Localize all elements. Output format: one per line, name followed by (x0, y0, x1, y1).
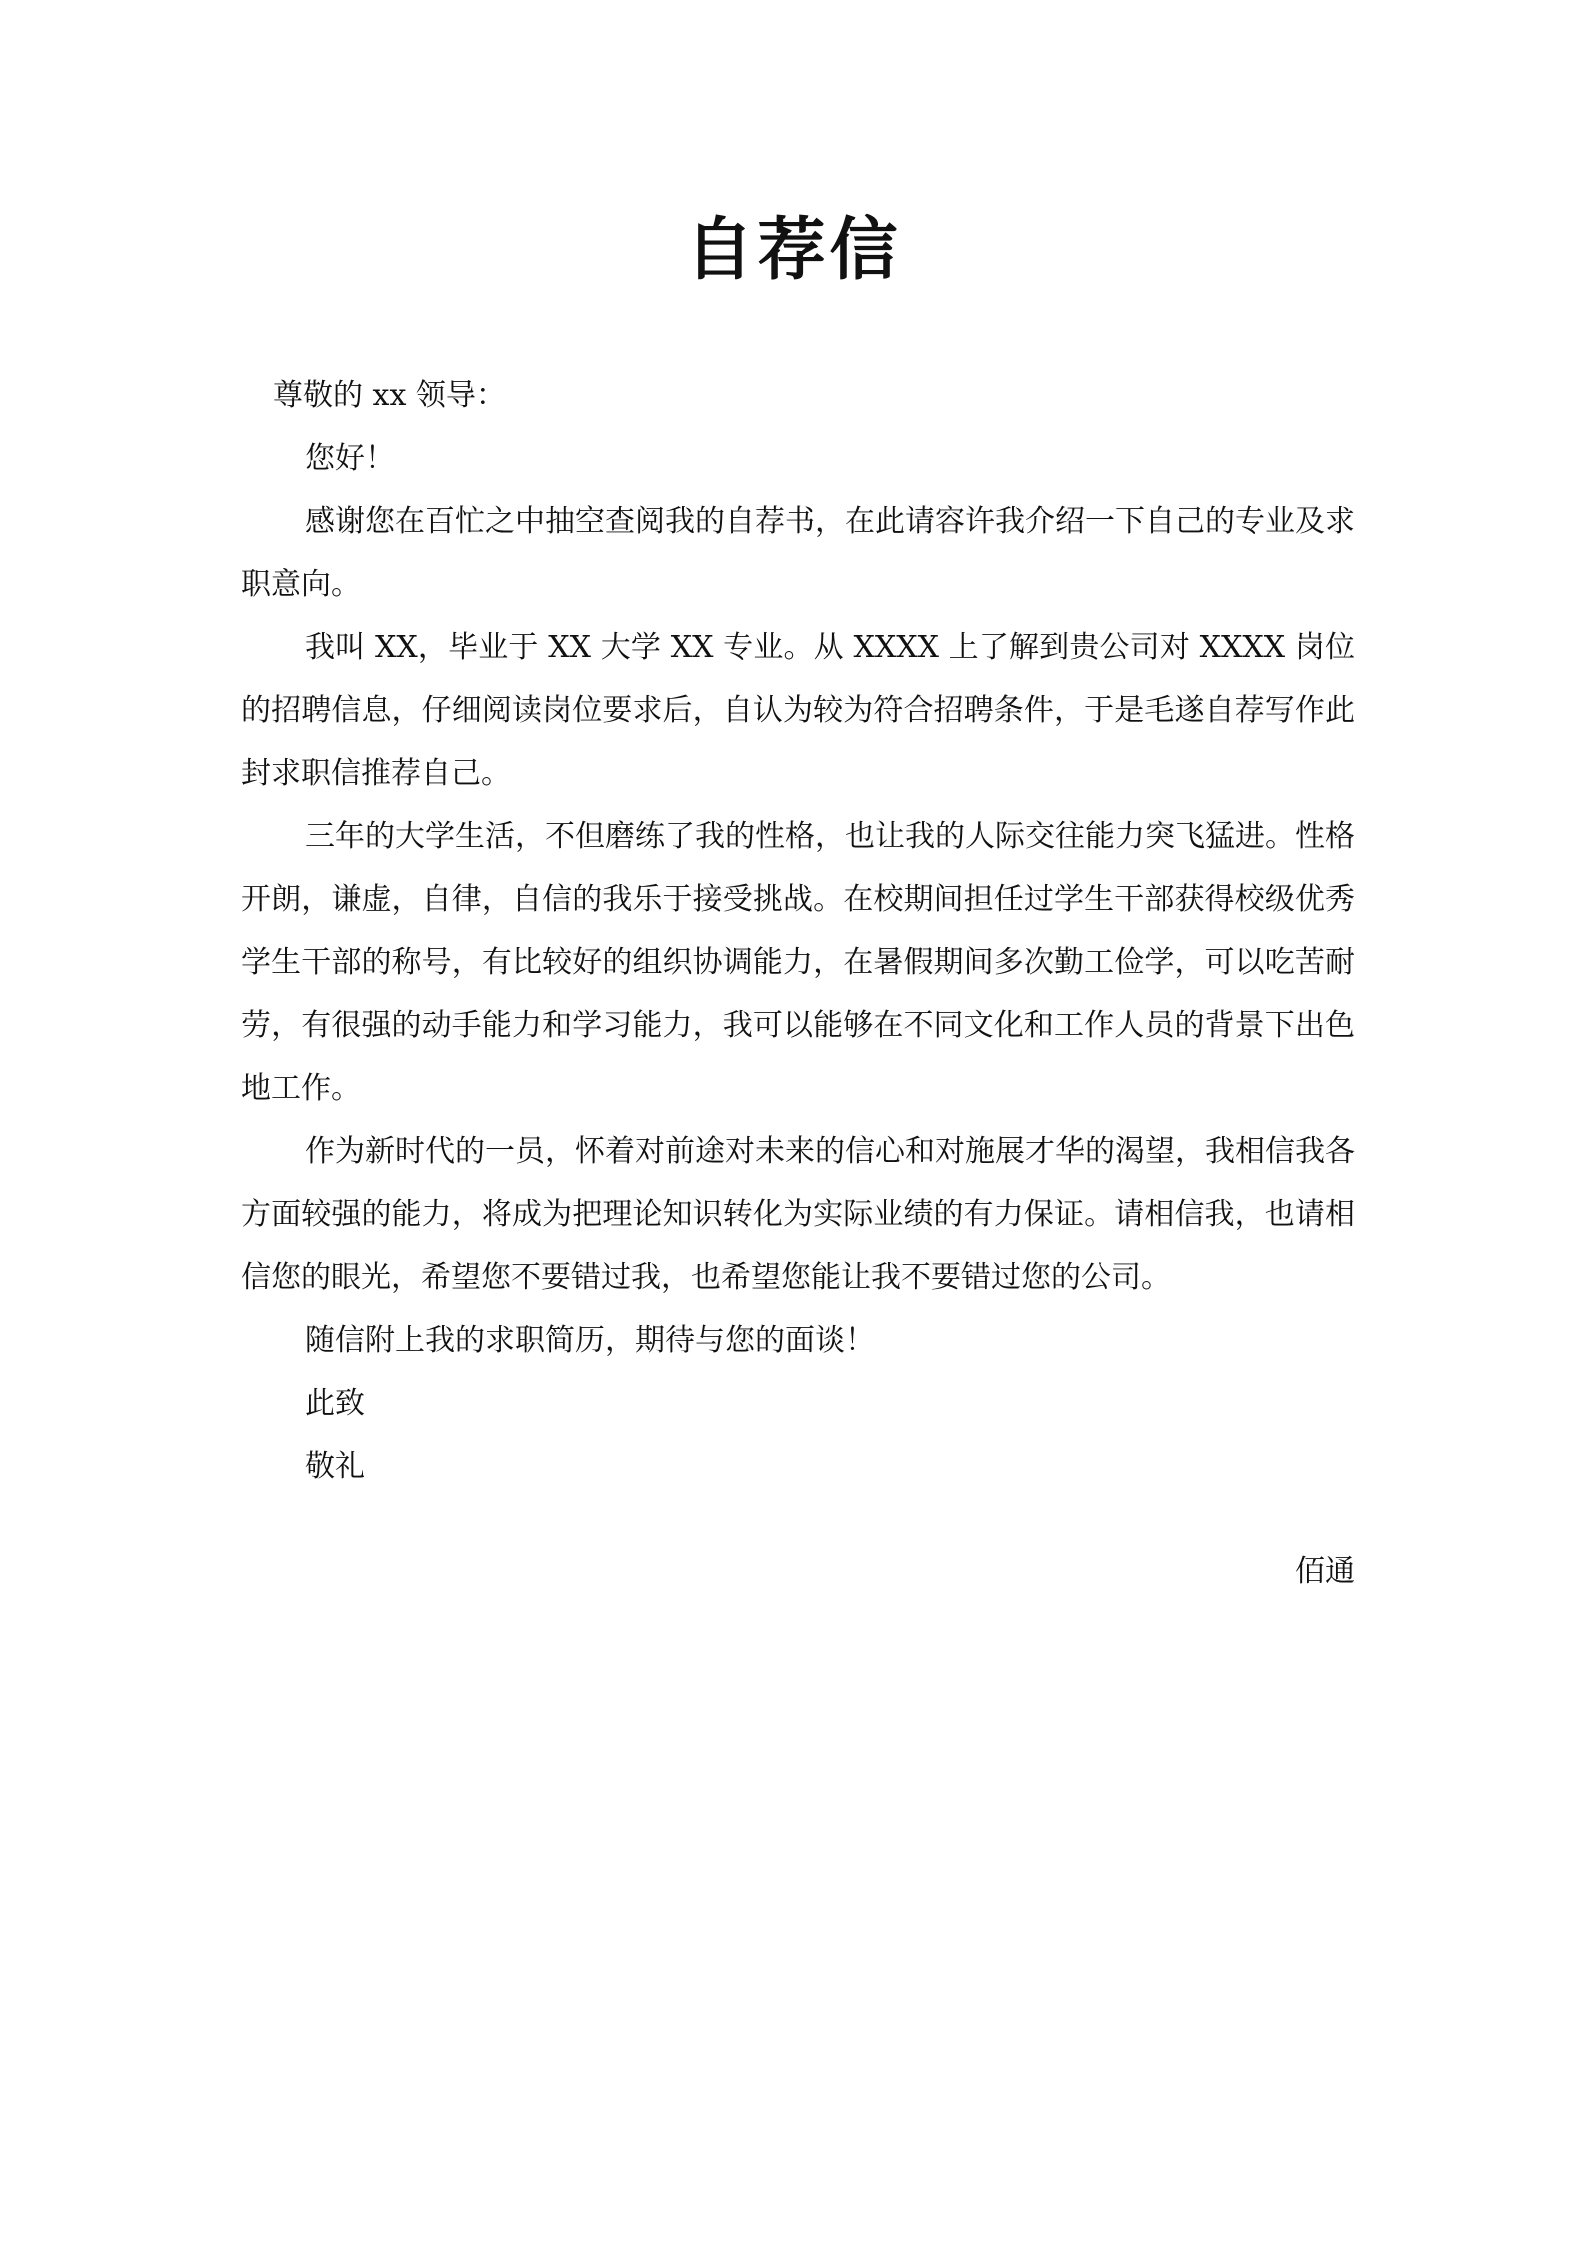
closing-line-2: 敬礼 (305, 1449, 365, 1484)
letter-body (241, 364, 1355, 1498)
confidence-paragraph: 作为新时代的一员，怀着对前途对未来的信心和对施展才华的渴望，我相信我各方面较强的能力，将成为把理论知识转化为实际业绩的有力保证。请相信我，也请相信您的眼光，希望您不要错过我，也希望您能让我不要错过您的公司。 (241, 1134, 1355, 1295)
salutation: 尊敬的 xx 领导： (273, 378, 506, 413)
greeting-paragraph: 您好！ (305, 441, 395, 476)
intro-paragraph: 感谢您在百忙之中抽空查阅我的自荐书，在此请容许我介绍一下自己的专业及求职意向。 (241, 504, 1355, 602)
closing-line-1: 此致 (305, 1386, 365, 1421)
experience-paragraph: 三年的大学生活，不但磨练了我的性格，也让我的人际交往能力突飞猛进。性格开朗，谦虚，自律，自信的我乐于接受挑战。在校期间担任过学生干部获得校级优秀学生干部的称号，有比较好的组织协调能力，在暑假期间多次勤工俭学，可以吃苦耐劳，有很强的动手能力和学习能力，我可以能够在不同文化和工作人员的背景下出色地工作。 (241, 819, 1355, 1106)
attachment-paragraph: 随信附上我的求职简历，期待与您的面谈！ (305, 1323, 875, 1358)
letter-title: 自荐信 (685, 210, 902, 290)
background-paragraph: 我叫 XX，毕业于 XX 大学 XX 专业。从 XXXX 上了解到贵公司对 XXXX 岗位的招聘信息，仔细阅读岗位要求后，自认为较为符合招聘条件，于是毛遂自荐写作此封求职信推荐自己。 (241, 630, 1355, 791)
signature: 佰通 (1295, 1554, 1355, 1589)
